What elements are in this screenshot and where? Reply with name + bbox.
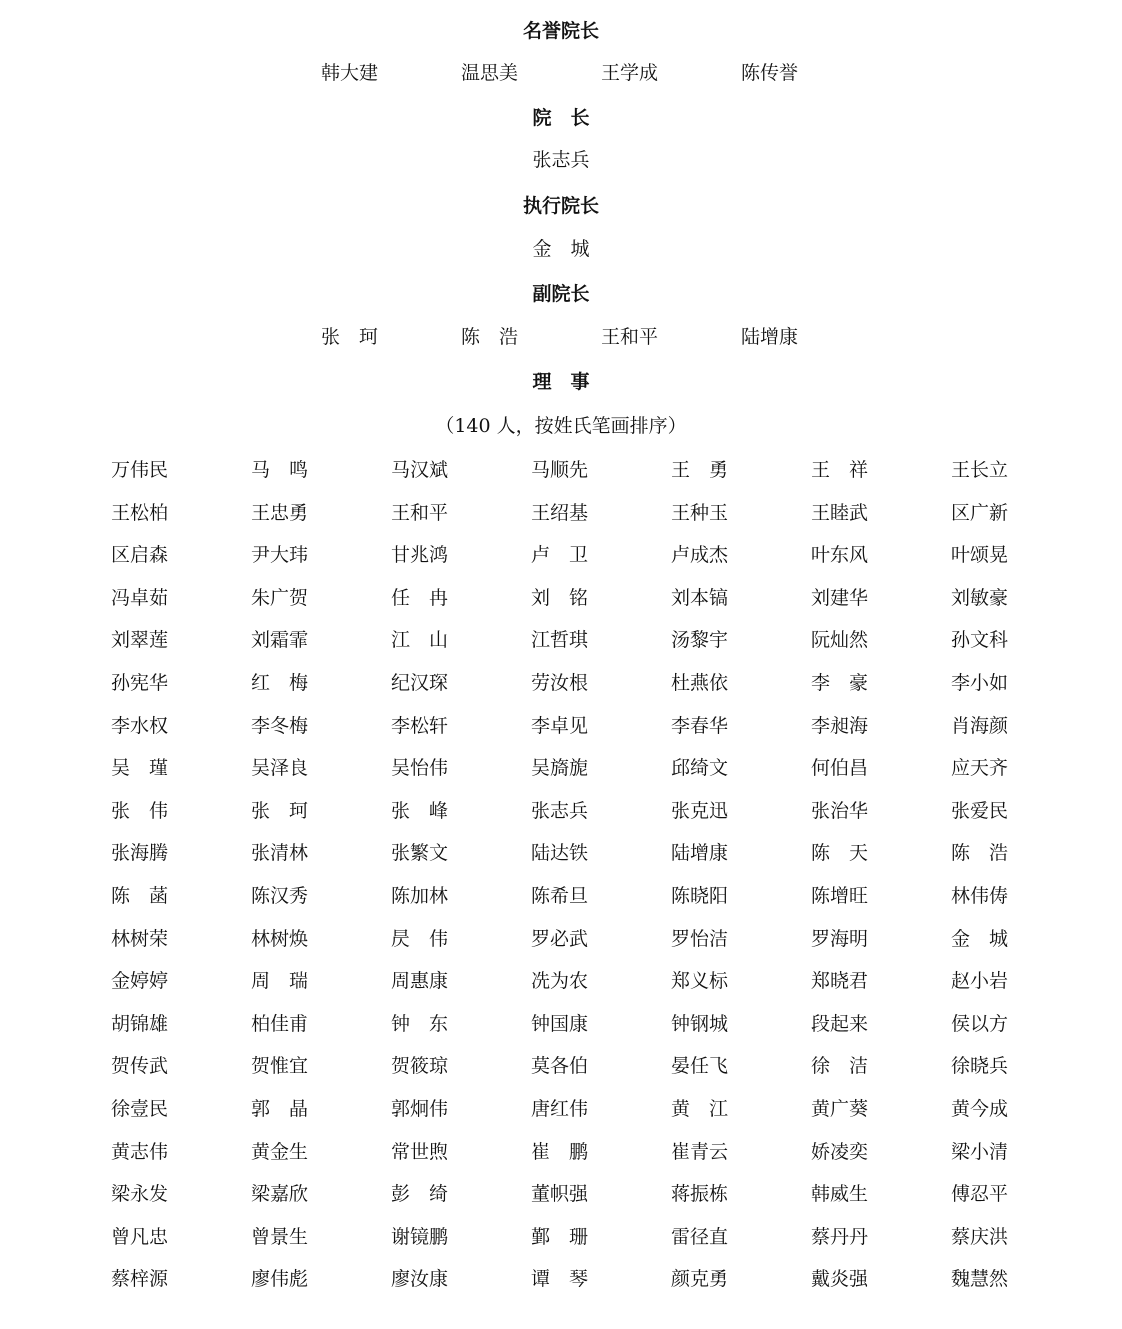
director-name: 侯以方	[951, 1012, 1009, 1035]
directors-row	[111, 926, 1071, 969]
director-name: 徐壹民	[111, 1097, 169, 1120]
director-name: 谢镜鹏	[391, 1225, 449, 1248]
director-name: 崔 鹏	[531, 1140, 589, 1163]
director-name: 曾凡忠	[111, 1225, 169, 1248]
director-name: 谭 琴	[531, 1268, 589, 1291]
directors-row	[111, 798, 1071, 841]
director-name: 张克迅	[671, 799, 729, 822]
vice-president-name: 陆增康	[741, 326, 799, 348]
director-name: 张 伟	[111, 799, 169, 822]
director-name: 应天齐	[951, 757, 1009, 780]
director-name: 张志兵	[531, 799, 589, 822]
director-name: 柏佳甫	[251, 1012, 309, 1035]
director-name: 贺筱琼	[391, 1055, 449, 1078]
director-name: 晏任飞	[671, 1055, 729, 1078]
director-name: 张 峰	[391, 799, 449, 822]
director-name: 李昶海	[811, 714, 869, 737]
director-name: 邱绮文	[671, 757, 729, 780]
director-name: 常世煦	[391, 1140, 449, 1163]
director-name: 李卓见	[531, 714, 589, 737]
director-name: 刘建华	[811, 586, 869, 609]
directors-row	[111, 1096, 1071, 1139]
director-name: 区广新	[951, 501, 1009, 524]
director-name: 颜克勇	[671, 1268, 729, 1291]
director-name: 马汉斌	[391, 459, 449, 481]
director-name: 万伟民	[111, 459, 169, 481]
director-name: 陈汉秀	[251, 884, 309, 907]
director-name: 李春华	[671, 714, 729, 737]
director-name: 卢成杰	[671, 544, 729, 567]
director-name: 曾景生	[251, 1225, 309, 1248]
directors-note: （140 人，按姓氏笔画排序）	[435, 415, 687, 437]
director-name: 张爱民	[951, 799, 1009, 822]
director-name: 黄 江	[671, 1097, 729, 1120]
director-name: 梁嘉欣	[251, 1183, 309, 1206]
director-name: 梁永发	[111, 1183, 169, 1206]
director-name: 冼为农	[531, 970, 589, 993]
director-name: 红 梅	[251, 671, 309, 694]
director-name: 吴旖旎	[531, 757, 589, 780]
director-name: 黄志伟	[111, 1140, 169, 1163]
directors-row	[111, 542, 1071, 585]
director-name: 董帜强	[531, 1183, 589, 1206]
director-name: 廖伟彪	[251, 1268, 309, 1291]
director-name: 周 瑞	[251, 970, 309, 993]
director-name: 王种玉	[671, 501, 729, 524]
director-name: 甘兆鸿	[391, 544, 449, 567]
director-name: 蔡梓源	[111, 1268, 169, 1291]
directors-row	[111, 1011, 1071, 1054]
director-name: 杜燕依	[671, 671, 729, 694]
director-name: 鄞 珊	[531, 1225, 589, 1248]
executive-president-heading: 执行院长	[522, 195, 599, 217]
director-name: 林树焕	[251, 927, 309, 950]
director-name: 劳汝根	[531, 671, 589, 694]
director-name: 孙文科	[951, 629, 1009, 652]
director-name: 昃 伟	[391, 927, 449, 950]
director-name: 罗海明	[811, 927, 869, 950]
vice-president-name: 张 珂	[321, 326, 379, 348]
director-name: 刘敏豪	[951, 586, 1009, 609]
director-name: 陈增旺	[811, 884, 869, 907]
directors-row	[111, 585, 1071, 628]
director-name: 梁小清	[951, 1140, 1009, 1163]
director-name: 蔡庆洪	[951, 1225, 1009, 1248]
director-name: 郭炯伟	[391, 1097, 449, 1120]
director-name: 吴 瑾	[111, 757, 169, 780]
directors-row	[111, 713, 1071, 756]
directors-row	[111, 1224, 1071, 1267]
vice-president-name: 陈 浩	[461, 326, 519, 348]
director-name: 陈 浩	[951, 842, 1009, 865]
director-name: 廖汝康	[391, 1268, 449, 1291]
honorary-name: 韩大建	[321, 62, 379, 84]
director-name: 娇凌奕	[811, 1140, 869, 1163]
president-name: 张志兵	[532, 149, 590, 171]
director-name: 钟钢城	[671, 1012, 729, 1035]
directors-row	[111, 1139, 1071, 1182]
director-name: 李水权	[111, 714, 169, 737]
director-name: 王松柏	[111, 501, 169, 524]
director-name: 贺惟宜	[251, 1055, 309, 1078]
director-name: 罗怡洁	[671, 927, 729, 950]
directors-grid	[111, 457, 1071, 1309]
director-name: 韩威生	[811, 1183, 869, 1206]
vice-president-names	[321, 324, 881, 350]
honorary-name: 王学成	[601, 62, 659, 84]
director-name: 钟国康	[531, 1012, 589, 1035]
director-name: 王和平	[391, 501, 449, 524]
director-name: 郑义标	[671, 970, 729, 993]
director-name: 傅忍平	[951, 1183, 1009, 1206]
director-name: 张繁文	[391, 842, 449, 865]
honorary-name: 温思美	[461, 62, 519, 84]
director-name: 蔡丹丹	[811, 1225, 869, 1248]
director-name: 王 勇	[671, 459, 729, 481]
director-name: 孙宪华	[111, 671, 169, 694]
director-name: 张治华	[811, 799, 869, 822]
director-name: 陈希旦	[531, 884, 589, 907]
directors-row	[111, 883, 1071, 926]
directors-heading: 理 事	[532, 371, 590, 393]
president-heading: 院 长	[532, 107, 590, 129]
director-name: 马顺先	[531, 459, 589, 481]
executive-president-name: 金 城	[532, 238, 590, 260]
director-name: 任 冉	[391, 586, 449, 609]
director-name: 纪汉琛	[391, 671, 449, 694]
director-name: 郭 晶	[251, 1097, 309, 1120]
director-name: 何伯昌	[811, 757, 869, 780]
director-name: 肖海颜	[951, 714, 1009, 737]
directors-row	[111, 1266, 1071, 1309]
director-name: 王睦武	[811, 501, 869, 524]
director-name: 李小如	[951, 671, 1009, 694]
director-name: 蒋振栋	[671, 1183, 729, 1206]
director-name: 陈 菡	[111, 884, 169, 907]
director-name: 吴怡伟	[391, 757, 449, 780]
director-name: 刘 铭	[531, 586, 589, 609]
vice-president-heading: 副院长	[532, 283, 590, 305]
director-name: 刘翠莲	[111, 629, 169, 652]
director-name: 陈晓阳	[671, 884, 729, 907]
director-name: 王忠勇	[251, 501, 309, 524]
director-name: 王 祥	[811, 459, 869, 481]
director-name: 崔青云	[671, 1140, 729, 1163]
directors-row	[111, 840, 1071, 883]
director-name: 张海腾	[111, 842, 169, 865]
director-name: 区启森	[111, 544, 169, 567]
director-name: 赵小岩	[951, 970, 1009, 993]
director-name: 雷径直	[671, 1225, 729, 1248]
vice-president-name: 王和平	[601, 326, 659, 348]
director-name: 江哲琪	[531, 629, 589, 652]
director-name: 段起来	[811, 1012, 869, 1035]
director-name: 林树荣	[111, 927, 169, 950]
honorary-president-heading: 名誉院长	[522, 20, 599, 42]
director-name: 李冬梅	[251, 714, 309, 737]
director-name: 金 城	[951, 927, 1009, 950]
director-name: 张清林	[251, 842, 309, 865]
director-name: 叶颂晃	[951, 544, 1009, 567]
directors-row	[111, 627, 1071, 670]
director-name: 李松轩	[391, 714, 449, 737]
directors-row	[111, 968, 1071, 1011]
director-name: 金婷婷	[111, 970, 169, 993]
director-name: 张 珂	[251, 799, 309, 822]
director-name: 黄今成	[951, 1097, 1009, 1120]
director-name: 尹大玮	[251, 544, 309, 567]
director-name: 陈 天	[811, 842, 869, 865]
director-name: 冯卓茹	[111, 586, 169, 609]
director-name: 刘霜霏	[251, 629, 309, 652]
director-name: 王长立	[951, 459, 1009, 481]
director-name: 戴炎强	[811, 1268, 869, 1291]
honorary-president-names	[321, 60, 881, 86]
director-name: 卢 卫	[531, 544, 589, 567]
director-name: 吴泽良	[251, 757, 309, 780]
director-name: 汤黎宇	[671, 629, 729, 652]
director-name: 胡锦雄	[111, 1012, 169, 1035]
director-name: 陆增康	[671, 842, 729, 865]
director-name: 黄广葵	[811, 1097, 869, 1120]
director-name: 贺传武	[111, 1055, 169, 1078]
director-name: 周惠康	[391, 970, 449, 993]
director-name: 马 鸣	[251, 459, 309, 481]
directors-row	[111, 1053, 1071, 1096]
director-name: 唐红伟	[531, 1097, 589, 1120]
director-name: 徐 洁	[811, 1055, 869, 1078]
director-name: 罗必武	[531, 927, 589, 950]
directors-row	[111, 755, 1071, 798]
director-name: 王绍基	[531, 501, 589, 524]
director-name: 朱广贺	[251, 586, 309, 609]
director-name: 阮灿然	[811, 629, 869, 652]
director-name: 莫各伯	[531, 1055, 589, 1078]
directors-row	[111, 500, 1071, 543]
director-name: 黄金生	[251, 1140, 309, 1163]
director-name: 林伟俦	[951, 884, 1009, 907]
director-name: 刘本镐	[671, 586, 729, 609]
director-name: 彭 绮	[391, 1183, 449, 1206]
director-name: 魏慧然	[951, 1268, 1009, 1291]
directors-row	[111, 1181, 1071, 1224]
director-name: 徐晓兵	[951, 1055, 1009, 1078]
director-name: 钟 东	[391, 1012, 449, 1035]
directors-row	[111, 457, 1071, 500]
director-name: 陆达铁	[531, 842, 589, 865]
director-name: 陈加林	[391, 884, 449, 907]
director-name: 李 豪	[811, 671, 869, 694]
director-name: 郑晓君	[811, 970, 869, 993]
director-name: 江 山	[391, 629, 449, 652]
directors-row	[111, 670, 1071, 713]
director-name: 叶东风	[811, 544, 869, 567]
honorary-name: 陈传誉	[741, 62, 799, 84]
